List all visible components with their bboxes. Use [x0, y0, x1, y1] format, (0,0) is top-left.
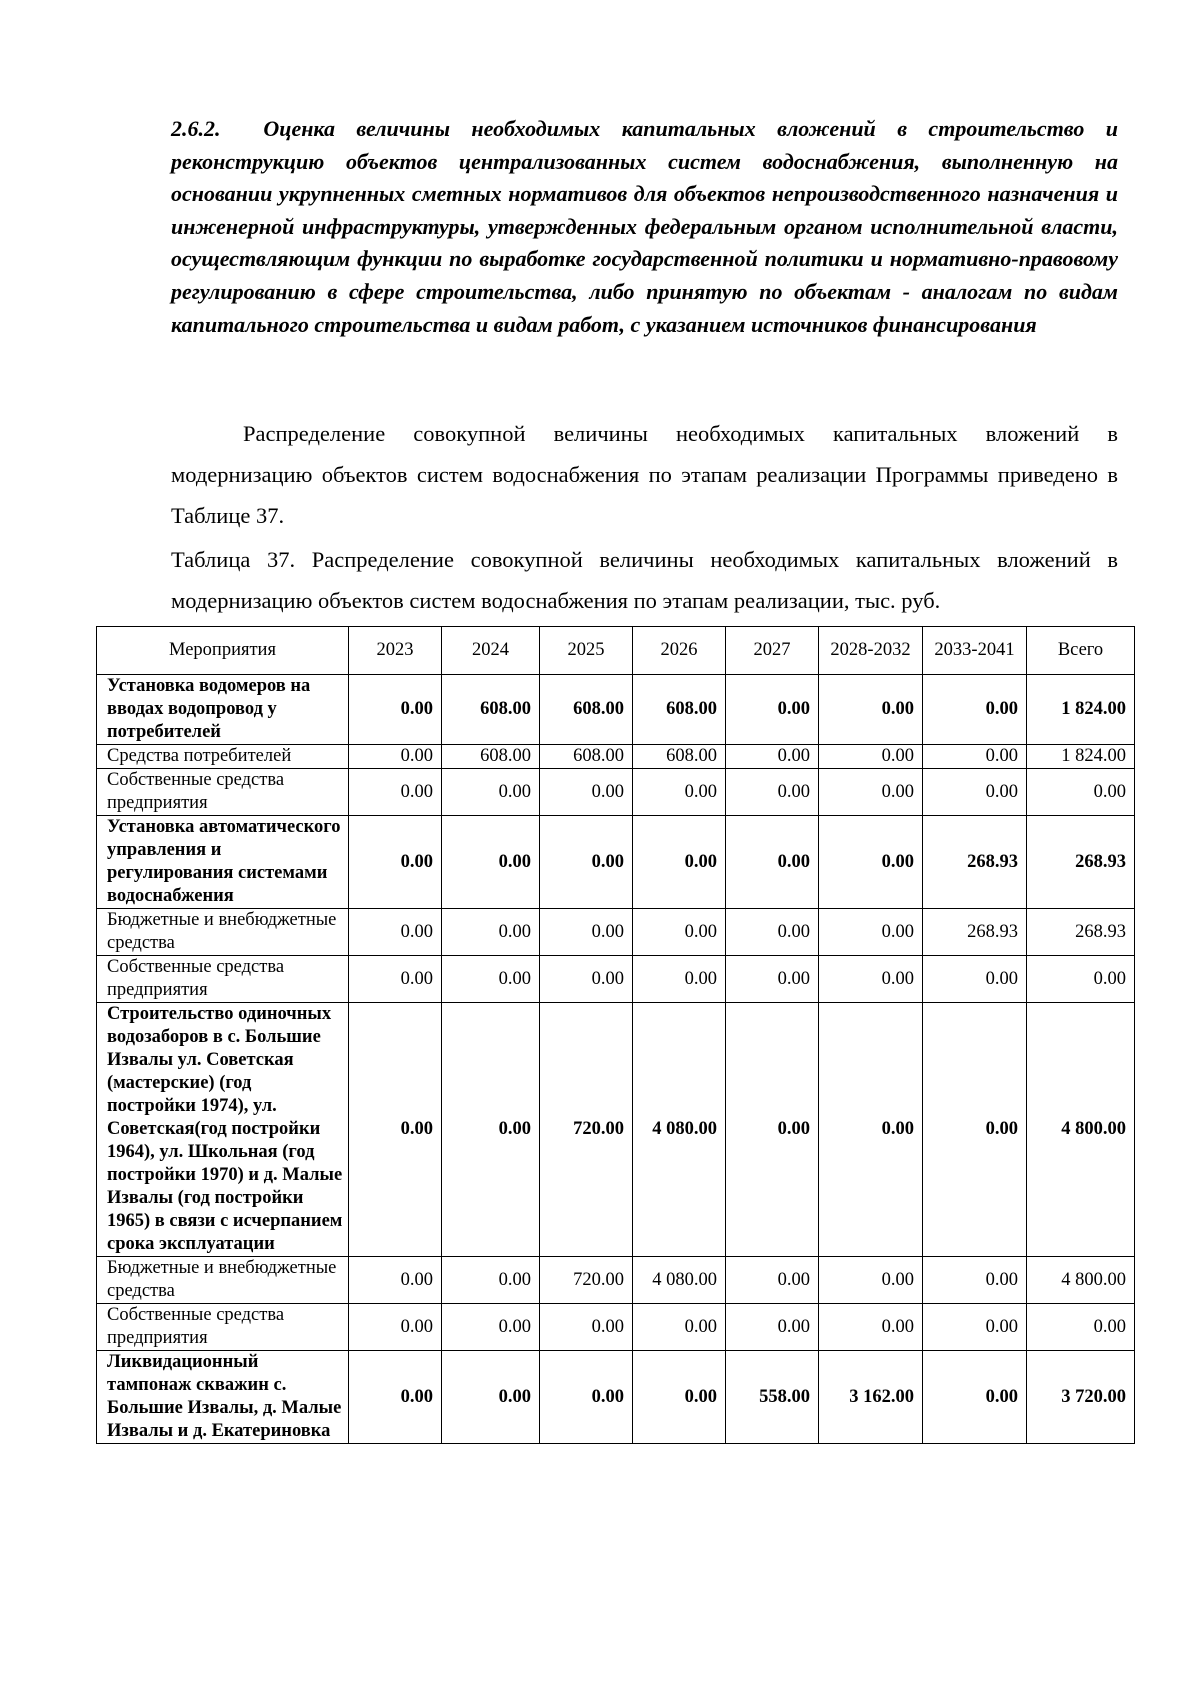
row-name: Установка автоматического управления и регулирования системами водоснабжения [97, 816, 349, 909]
cell-value: 608.00 [442, 675, 540, 745]
cell-value: 0.00 [633, 816, 726, 909]
header-2026: 2026 [633, 627, 726, 675]
cell-value: 268.93 [923, 909, 1027, 956]
cell-total: 3 720.00 [1027, 1351, 1135, 1444]
cell-value: 0.00 [349, 956, 442, 1003]
cell-value: 608.00 [540, 745, 633, 769]
cell-value: 608.00 [540, 675, 633, 745]
table-row [97, 909, 1135, 956]
cell-value: 0.00 [349, 1257, 442, 1304]
cell-value: 720.00 [540, 1257, 633, 1304]
cell-value: 0.00 [819, 1304, 923, 1351]
cell-value: 0.00 [633, 1304, 726, 1351]
cell-value: 0.00 [923, 675, 1027, 745]
cell-value: 0.00 [540, 909, 633, 956]
cell-value: 0.00 [633, 1351, 726, 1444]
cell-value: 0.00 [442, 1003, 540, 1257]
cell-value: 0.00 [726, 1257, 819, 1304]
cell-total: 4 800.00 [1027, 1257, 1135, 1304]
row-name: Собственные средства предприятия [97, 956, 349, 1003]
row-name: Строительство одиночных водозаборов в с. Большие Извалы ул. Советская (мастерские) (год постройки 1974), ул. Советская(год постройки 1964), ул. Школьная (год постройки 1970) и д. Малые Извалы (год постройки 1965) в связи с исчерпанием срока эксплуатации [97, 1003, 349, 1257]
cell-value: 0.00 [726, 1304, 819, 1351]
header-2024: 2024 [442, 627, 540, 675]
cell-value: 0.00 [726, 816, 819, 909]
table-row [97, 675, 1135, 745]
row-name: Ликвидационный тампонаж скважин с. Большие Извалы, д. Малые Извалы и д. Екатериновка [97, 1351, 349, 1444]
cell-value: 0.00 [349, 675, 442, 745]
table-row [97, 745, 1135, 769]
cell-value: 0.00 [540, 1351, 633, 1444]
cell-value: 0.00 [923, 1351, 1027, 1444]
cell-value: 0.00 [442, 769, 540, 816]
cell-value: 0.00 [442, 956, 540, 1003]
cell-value: 0.00 [819, 745, 923, 769]
cell-value: 0.00 [540, 956, 633, 1003]
cell-value: 608.00 [442, 745, 540, 769]
cell-value: 0.00 [540, 1304, 633, 1351]
cell-value: 0.00 [726, 909, 819, 956]
cell-value: 0.00 [819, 769, 923, 816]
table-row [97, 769, 1135, 816]
cell-value: 3 162.00 [819, 1351, 923, 1444]
cell-value: 0.00 [349, 1304, 442, 1351]
row-name: Бюджетные и внебюджетные средства [97, 1257, 349, 1304]
cell-value: 0.00 [540, 769, 633, 816]
cell-total: 1 824.00 [1027, 745, 1135, 769]
cell-value: 608.00 [633, 745, 726, 769]
cell-total: 0.00 [1027, 1304, 1135, 1351]
header-2033-2041: 2033-2041 [923, 627, 1027, 675]
cell-value: 558.00 [726, 1351, 819, 1444]
header-2028-2032: 2028-2032 [819, 627, 923, 675]
cell-value: 0.00 [633, 909, 726, 956]
cell-value: 0.00 [819, 909, 923, 956]
cell-value: 0.00 [819, 1003, 923, 1257]
cell-value: 4 080.00 [633, 1003, 726, 1257]
cell-value: 0.00 [923, 1003, 1027, 1257]
cell-value: 0.00 [540, 816, 633, 909]
cell-value: 0.00 [923, 956, 1027, 1003]
table-row [97, 956, 1135, 1003]
cell-value: 0.00 [442, 816, 540, 909]
header-2027: 2027 [726, 627, 819, 675]
header-2025: 2025 [540, 627, 633, 675]
cell-value: 0.00 [819, 816, 923, 909]
cell-value: 0.00 [349, 769, 442, 816]
cell-value: 0.00 [349, 1351, 442, 1444]
cell-total: 0.00 [1027, 956, 1135, 1003]
header-measures: Мероприятия [97, 627, 349, 675]
cell-total: 4 800.00 [1027, 1003, 1135, 1257]
intro-paragraph-text: Распределение совокупной величины необходимых капитальных вложений в модернизацию объектов систем водоснабжения по этапам реализации Программы приведено в Таблице 37. [171, 421, 1118, 528]
cell-value: 4 080.00 [633, 1257, 726, 1304]
cell-total: 0.00 [1027, 769, 1135, 816]
cell-value: 0.00 [349, 909, 442, 956]
section-heading: 2.6.2. Оценка величины необходимых капитальных вложений в строительство и реконструкцию объектов централизованных систем водоснабжения, выполненную на основании укрупненных сметных нормативов для объектов непроизводственного назначения и инженерной инфраструктуры, утвержденных федеральным органом исполнительной власти, осуществляющим функции по выработке государственной политики и нормативно-правовому регулированию в сфере строительства, либо принятую по объектам - аналогам по видам капитального строительства и видам работ, с указанием источников финансирования [171, 116, 1118, 337]
cell-value: 0.00 [349, 1003, 442, 1257]
cell-value: 0.00 [633, 769, 726, 816]
cell-value: 0.00 [442, 1304, 540, 1351]
cell-value: 268.93 [923, 816, 1027, 909]
table-row [97, 1351, 1135, 1444]
cell-total: 1 824.00 [1027, 675, 1135, 745]
cell-value: 0.00 [726, 956, 819, 1003]
row-name: Установка водомеров на вводах водопровод у потребителей [97, 675, 349, 745]
header-2023: 2023 [349, 627, 442, 675]
cell-value: 0.00 [726, 769, 819, 816]
cell-value: 0.00 [726, 1003, 819, 1257]
cell-value: 0.00 [442, 909, 540, 956]
row-name: Бюджетные и внебюджетные средства [97, 909, 349, 956]
cell-value: 0.00 [349, 745, 442, 769]
cell-value: 0.00 [633, 956, 726, 1003]
cell-value: 608.00 [633, 675, 726, 745]
investment-table [96, 626, 1135, 1444]
cell-value: 0.00 [442, 1351, 540, 1444]
row-name: Собственные средства предприятия [97, 769, 349, 816]
header-total: Всего [1027, 627, 1135, 675]
cell-value: 0.00 [923, 769, 1027, 816]
cell-value: 0.00 [726, 745, 819, 769]
row-name: Собственные средства предприятия [97, 1304, 349, 1351]
row-name: Средства потребителей [97, 745, 349, 769]
cell-value: 0.00 [442, 1257, 540, 1304]
table-row [97, 1304, 1135, 1351]
cell-value: 0.00 [923, 745, 1027, 769]
table-row [97, 1003, 1135, 1257]
cell-value: 0.00 [819, 1257, 923, 1304]
cell-value: 0.00 [819, 956, 923, 1003]
cell-value: 0.00 [923, 1257, 1027, 1304]
table-caption: Таблица 37. Распределение совокупной величины необходимых капитальных вложений в модернизацию объектов систем водоснабжения по этапам реализации, тыс. руб. [171, 547, 1118, 613]
intro-paragraph [171, 413, 1118, 536]
table-row [97, 816, 1135, 909]
table-row [97, 1257, 1135, 1304]
table-header-row [97, 627, 1135, 675]
cell-value: 0.00 [819, 675, 923, 745]
cell-total: 268.93 [1027, 909, 1135, 956]
cell-value: 0.00 [349, 816, 442, 909]
cell-value: 720.00 [540, 1003, 633, 1257]
cell-total: 268.93 [1027, 816, 1135, 909]
cell-value: 0.00 [923, 1304, 1027, 1351]
cell-value: 0.00 [726, 675, 819, 745]
